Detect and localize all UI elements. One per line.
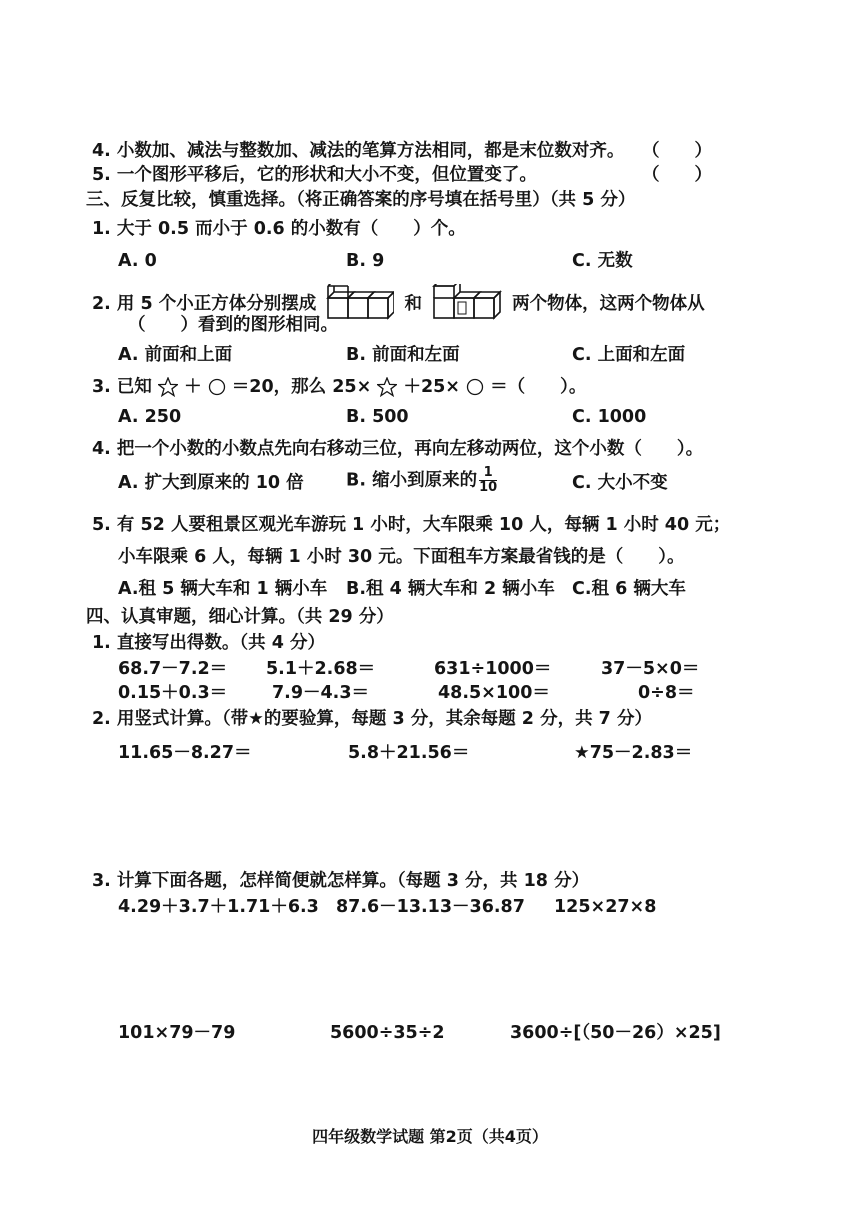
choice-q3-p2: ＋	[184, 377, 202, 397]
choice-q1-option-b[interactable]: B. 9	[346, 251, 385, 271]
choice-q2-option-b[interactable]: B. 前面和左面	[346, 345, 460, 365]
choice-q5-line2: 小车限乘 6 人，每辆 1 小时 30 元。下面租车方案最省钱的是（ ）。	[118, 547, 685, 567]
calc-p1-r2-c2: 7.9－4.3＝	[272, 683, 370, 703]
choice-q5-option-a[interactable]: A.租 5 辆大车和 1 辆小车	[118, 579, 328, 599]
calc-p1-r2-c3: 48.5×100＝	[438, 683, 550, 703]
choice-q4-option-c[interactable]: C. 大小不变	[572, 473, 668, 493]
calc-p3-r1-c2: 87.6－13.13－36.87	[336, 897, 525, 917]
circle-outline-icon	[466, 378, 484, 396]
choice-q2-option-c[interactable]: C. 上面和左面	[572, 345, 686, 365]
choice-q4-option-b-text: B. 缩小到原来的	[346, 470, 478, 491]
choice-q1-option-c[interactable]: C. 无数	[572, 251, 633, 271]
fraction-numerator: 1	[479, 466, 497, 481]
calc-p2-item2: 5.8＋21.56＝	[348, 743, 470, 763]
calc-p1-r2-c4: 0÷8＝	[638, 683, 695, 703]
calc-part1-title: 1. 直接写出得数。（共 4 分）	[92, 633, 326, 653]
page-footer: 四年级数学试题 第2页（共4页）	[312, 1127, 548, 1146]
calc-p2-item3: ★75－2.83＝	[574, 743, 693, 763]
judge-q4-text: 4. 小数加、减法与整数加、减法的笔算方法相同，都是末位数对齐。	[92, 141, 625, 161]
calc-p1-r1-c3: 631÷1000＝	[434, 659, 552, 679]
circle-outline-icon	[208, 378, 226, 396]
choice-q2-stem-a: 2. 用 5 个小正方体分别摆成	[92, 294, 317, 314]
choice-q3-stem	[92, 376, 586, 398]
calc-p3-r1-c3: 125×27×8	[554, 897, 657, 917]
choice-q2-stem-b: 两个物体，这两个物体从	[512, 294, 705, 314]
choice-q1-option-a[interactable]: A. 0	[118, 251, 157, 271]
calc-p1-r1-c4: 37－5×0＝	[601, 659, 700, 679]
choice-q3-p1: 3. 已知	[92, 377, 152, 397]
calc-p2-item1: 11.65－8.27＝	[118, 743, 252, 763]
judge-q5	[92, 164, 537, 186]
choice-q5-option-b[interactable]: B.租 4 辆大车和 2 辆小车	[346, 579, 555, 599]
choice-q5-option-c[interactable]: C.租 6 辆大车	[572, 579, 686, 599]
choice-q3-p4: ＋25×	[403, 377, 460, 397]
choice-q5-line1: 5. 有 52 人要租景区观光车游玩 1 小时，大车限乘 10 人，每辆 1 小时 40 元；	[92, 515, 731, 535]
cube-figure-2-icon	[432, 284, 502, 324]
choice-q4-stem: 4. 把一个小数的小数点先向右移动三位，再向左移动两位，这个小数（ ）。	[92, 439, 704, 459]
calc-p3-r2-c1: 101×79－79	[118, 1023, 236, 1043]
choice-q4-option-b[interactable]	[346, 466, 497, 495]
calc-p3-r2-c2: 5600÷35÷2	[330, 1023, 445, 1043]
choice-q3-option-c[interactable]: C. 1000	[572, 407, 647, 427]
calc-p3-r1-c1: 4.29＋3.7＋1.71＋6.3	[118, 897, 319, 917]
calc-part3-title: 3. 计算下面各题，怎样简便就怎样算。（每题 3 分，共 18 分）	[92, 871, 590, 891]
choice-q4-option-a[interactable]: A. 扩大到原来的 10 倍	[118, 473, 304, 493]
judge-q5-blank[interactable]: （ ）	[642, 165, 712, 185]
star-outline-icon	[377, 377, 397, 397]
choice-q3-p5: ＝（ ）。	[490, 377, 587, 397]
choice-q3-option-b[interactable]: B. 500	[346, 407, 409, 427]
choice-q2-stem-c: （ ）看到的图形相同。	[128, 315, 338, 335]
judge-q4-blank[interactable]: （ ）	[642, 141, 712, 161]
star-outline-icon	[158, 377, 178, 397]
choice-q1-stem: 1. 大于 0.5 而小于 0.6 的小数有（ ）个。	[92, 219, 466, 239]
choice-q3-option-a[interactable]: A. 250	[118, 407, 182, 427]
section4-title: 四、认真审题，细心计算。（共 29 分）	[86, 607, 394, 627]
calc-p1-r1-c2: 5.1＋2.68＝	[266, 659, 376, 679]
calc-p3-r2-c3: 3600÷[（50－26）×25]	[510, 1023, 721, 1043]
choice-q3-p3: ＝20，那么 25×	[231, 377, 372, 397]
fraction-one-tenth	[479, 466, 497, 495]
fraction-denominator: 10	[479, 480, 498, 495]
calc-p1-r2-c1: 0.15＋0.3＝	[118, 683, 228, 703]
calc-part2-title: 2. 用竖式计算。（带★的要验算，每题 3 分，其余每题 2 分，共 7 分）	[92, 709, 652, 729]
choice-q2-mid: 和	[404, 294, 422, 314]
judge-q4	[92, 140, 624, 162]
choice-q2-option-a[interactable]: A. 前面和上面	[118, 345, 233, 365]
section3-title: 三、反复比较，慎重选择。（将正确答案的序号填在括号里）（共 5 分）	[86, 190, 636, 210]
calc-p1-r1-c1: 68.7－7.2＝	[118, 659, 228, 679]
judge-q5-text: 5. 一个图形平移后，它的形状和大小不变，但位置变了。	[92, 165, 537, 185]
